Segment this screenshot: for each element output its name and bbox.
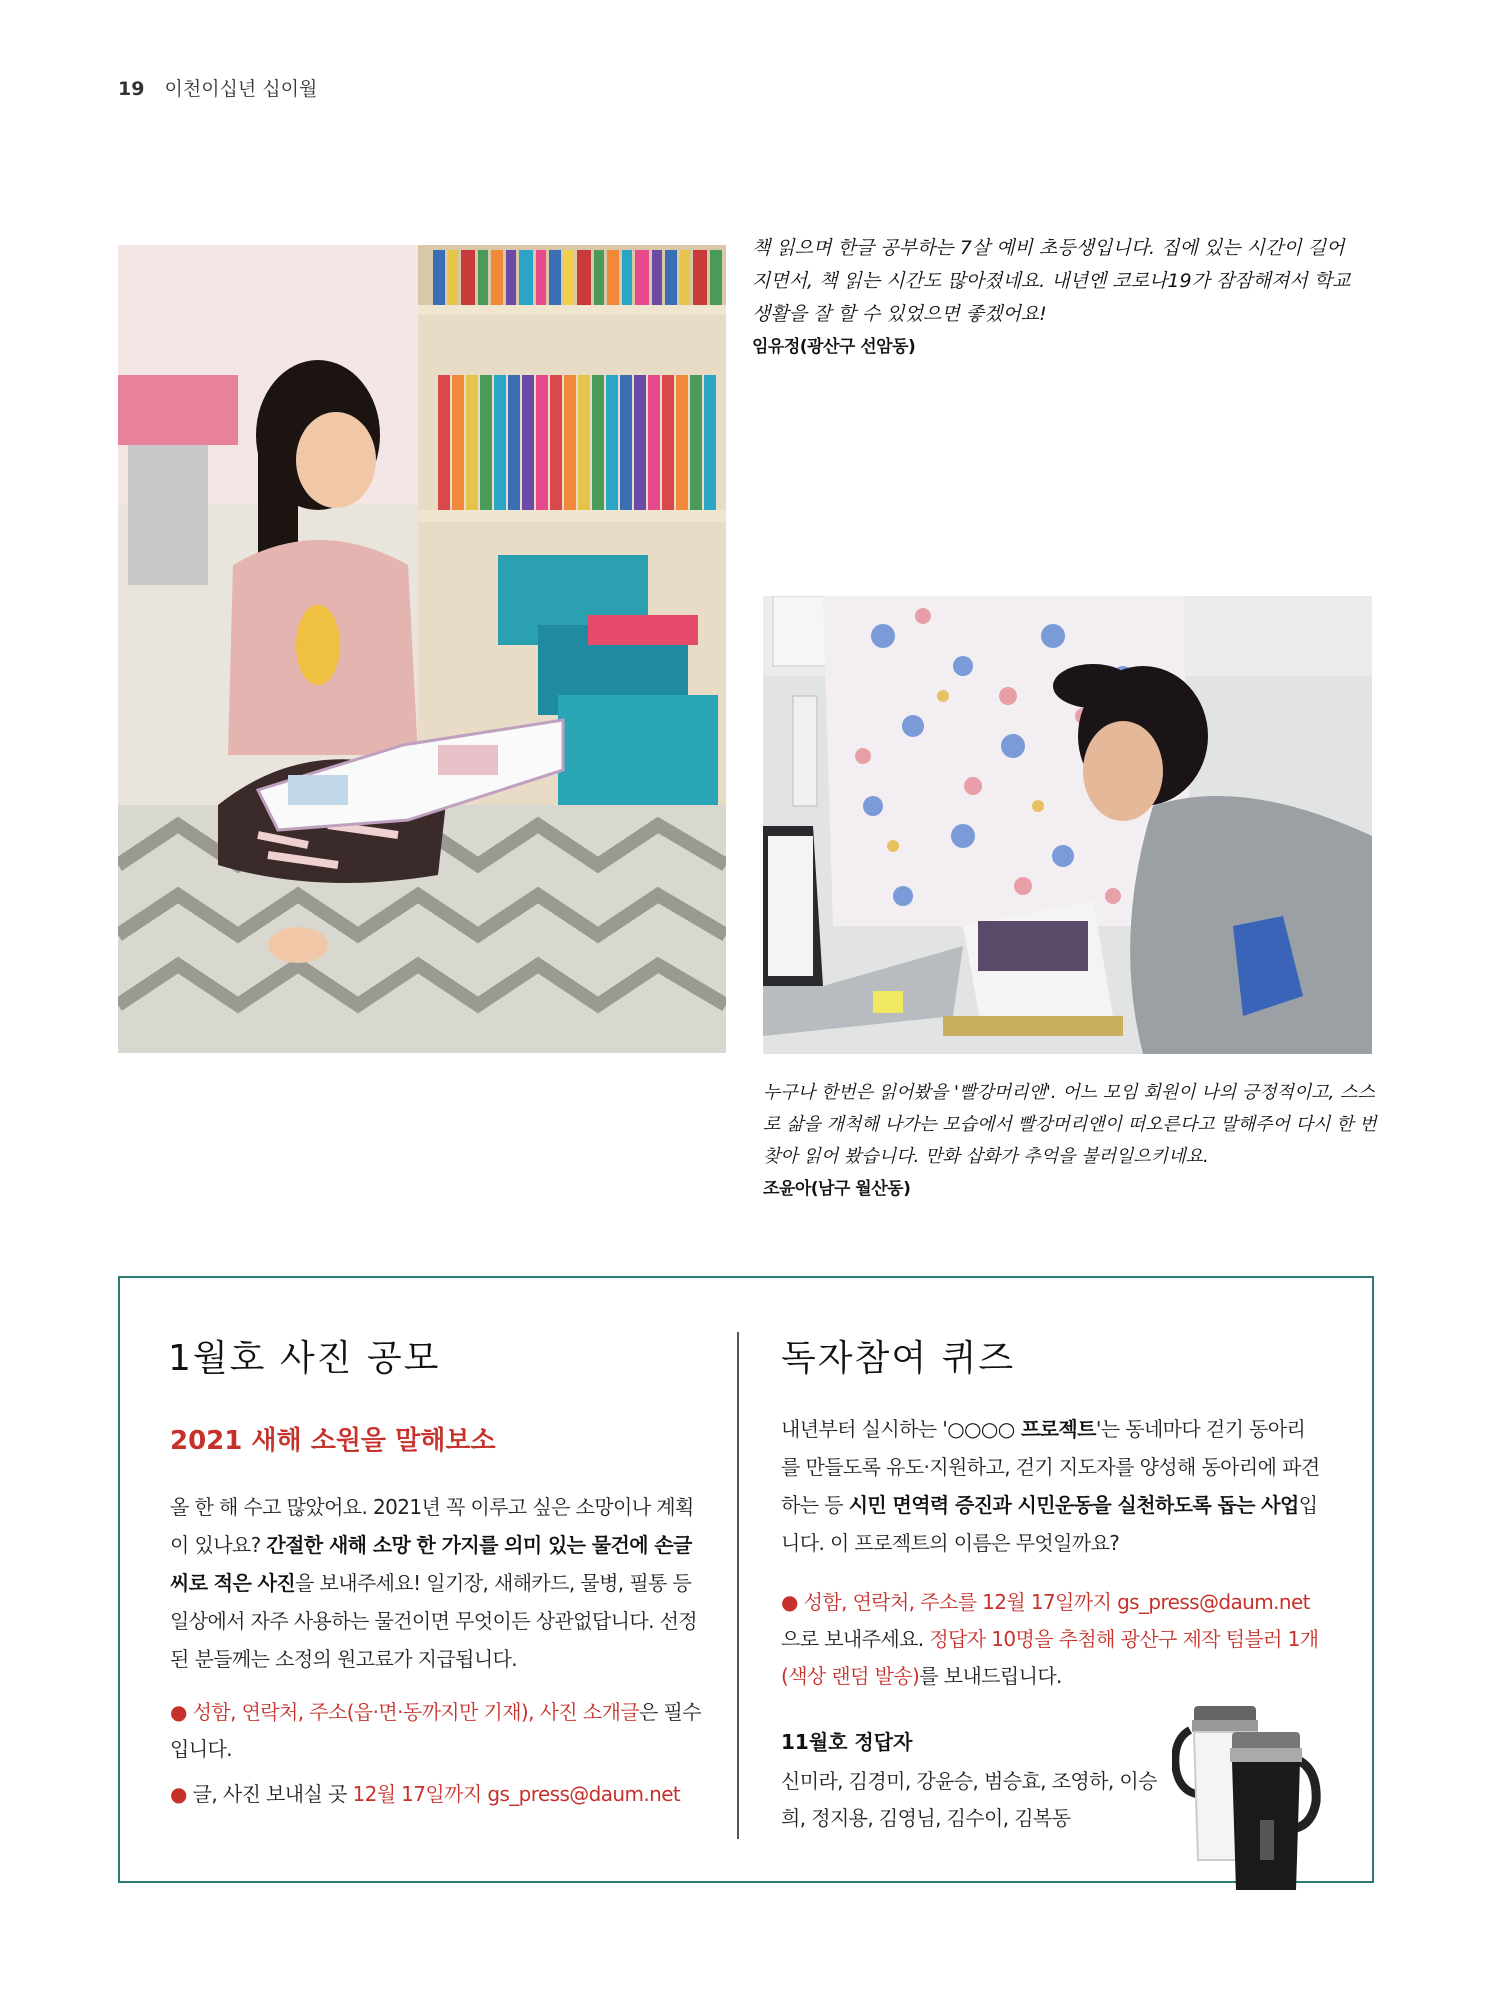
photo-contest-requirements: ● 성함, 연락처, 주소(읍·면·동까지만 기재), 사진 소개글은 필수입니다.	[170, 1700, 701, 1761]
submission-email: 성함, 연락처, 주소를 12월 17일까지 gs_press@daum.net	[803, 1590, 1310, 1614]
quiz-body	[781, 1410, 1321, 1562]
quiz-submission: ● 성함, 연락처, 주소를 12월 17일까지 gs_press@daum.net으로 보내주세요. 정답자 10명을 추첨해 광산구 제작 텀블러 1개(색상 랜덤 발송)를 보내드립니다.	[781, 1590, 1319, 1688]
body-bold: 시민 면역력 증진과 시민운동을 실천하도록 돕는 사업	[848, 1493, 1299, 1517]
requirements-text: 은 필수입니다.	[170, 1700, 701, 1761]
tumbler-image	[1172, 1690, 1322, 1896]
body-text: 입니다. 이 프로젝트의 이름은 무엇일까요?	[781, 1493, 1318, 1555]
body-text: 올 한 해 수고 많았어요. 2021년 꼭 이루고 싶은 소망이나 계획이 있나요?	[170, 1495, 694, 1557]
issue-date: 이천이십년 십이월	[164, 78, 318, 100]
winners-list: 신미라, 김경미, 강윤승, 범승효, 조영하, 이승희, 정지용, 김영님, 김수이, 김복동	[781, 1769, 1157, 1830]
photo-girl-reading	[118, 245, 726, 1053]
submission-label: 글, 사진 보내실 곳	[192, 1782, 353, 1806]
quiz-title: 독자참여 퀴즈	[781, 1338, 1016, 1379]
body-text: '는 동네마다 걷기 동아리를 만들도록 유도·지원하고, 걷기 지도자를 양성해 동아리에 파견하는 등	[781, 1417, 1320, 1517]
caption-author: 조윤아(남구 월산동)	[763, 1179, 911, 1199]
photo-woman-reading	[763, 596, 1372, 1054]
photo-contest-body	[170, 1488, 710, 1678]
column-divider	[737, 1332, 739, 1839]
photo-contest-title: 1월호 사진 공모	[168, 1338, 441, 1379]
project-name: ○○○○ 프로젝트	[947, 1417, 1096, 1441]
photo-caption-2	[763, 1077, 1383, 1205]
page-header	[118, 74, 317, 101]
winners-label: 11월호 정답자	[781, 1730, 913, 1754]
body-text: 을 보내주세요! 일기장, 새해카드, 물병, 필통 등 일상에서 자주 사용하는 물건이면 무엇이든 상관없답니다. 선정된 분들께는 소정의 원고료가 지급됩니다.	[170, 1571, 698, 1671]
page-number: 19	[118, 78, 145, 100]
body-bold: 간절한 새해 소망 한 가지를 의미 있는 물건에 손글씨로 적은 사진	[170, 1533, 692, 1595]
body-text: 내년부터 실시하는 '	[781, 1417, 948, 1441]
caption-author: 임유정(광산구 선암동)	[752, 337, 916, 357]
submission-email: 12월 17일까지 gs_press@daum.net	[352, 1782, 681, 1806]
submission-text: 를 보내드립니다.	[919, 1664, 1062, 1688]
submission-text: 으로 보내주세요.	[781, 1627, 930, 1651]
caption-text: 책 읽으며 한글 공부하는 7살 예비 초등생입니다. 집에 있는 시간이 길어지면서, 책 읽는 시간도 많아졌네요. 내년엔 코로나19가 잠잠해져서 학교생활을 잘 할 수 있었으면 좋겠어요!	[752, 237, 1351, 325]
photo-contest-subtitle: 2021 새해 소원을 말해보소	[170, 1426, 496, 1456]
caption-text: 누구나 한번은 읽어봤을 '빨강머리앤'. 어느 모임 회원이 나의 긍정적이고, 스스로 삶을 개척해 나가는 모습에서 빨강머리앤이 떠오른다고 말해주어 다시 한 번 찾아 읽어 봤습니다. 만화 삽화가 추억을 불러일으키네요.	[763, 1082, 1377, 1167]
requirements-highlight: 성함, 연락처, 주소(읍·면·동까지만 기재), 사진 소개글	[192, 1700, 640, 1724]
photo-contest-submission: ● 글, 사진 보내실 곳 12월 17일까지 gs_press@daum.net	[170, 1782, 681, 1806]
photo-caption-1	[752, 232, 1352, 364]
prize-text: 정답자 10명을 추첨해 광산구 제작 텀블러 1개(색상 랜덤 발송)	[781, 1627, 1319, 1688]
